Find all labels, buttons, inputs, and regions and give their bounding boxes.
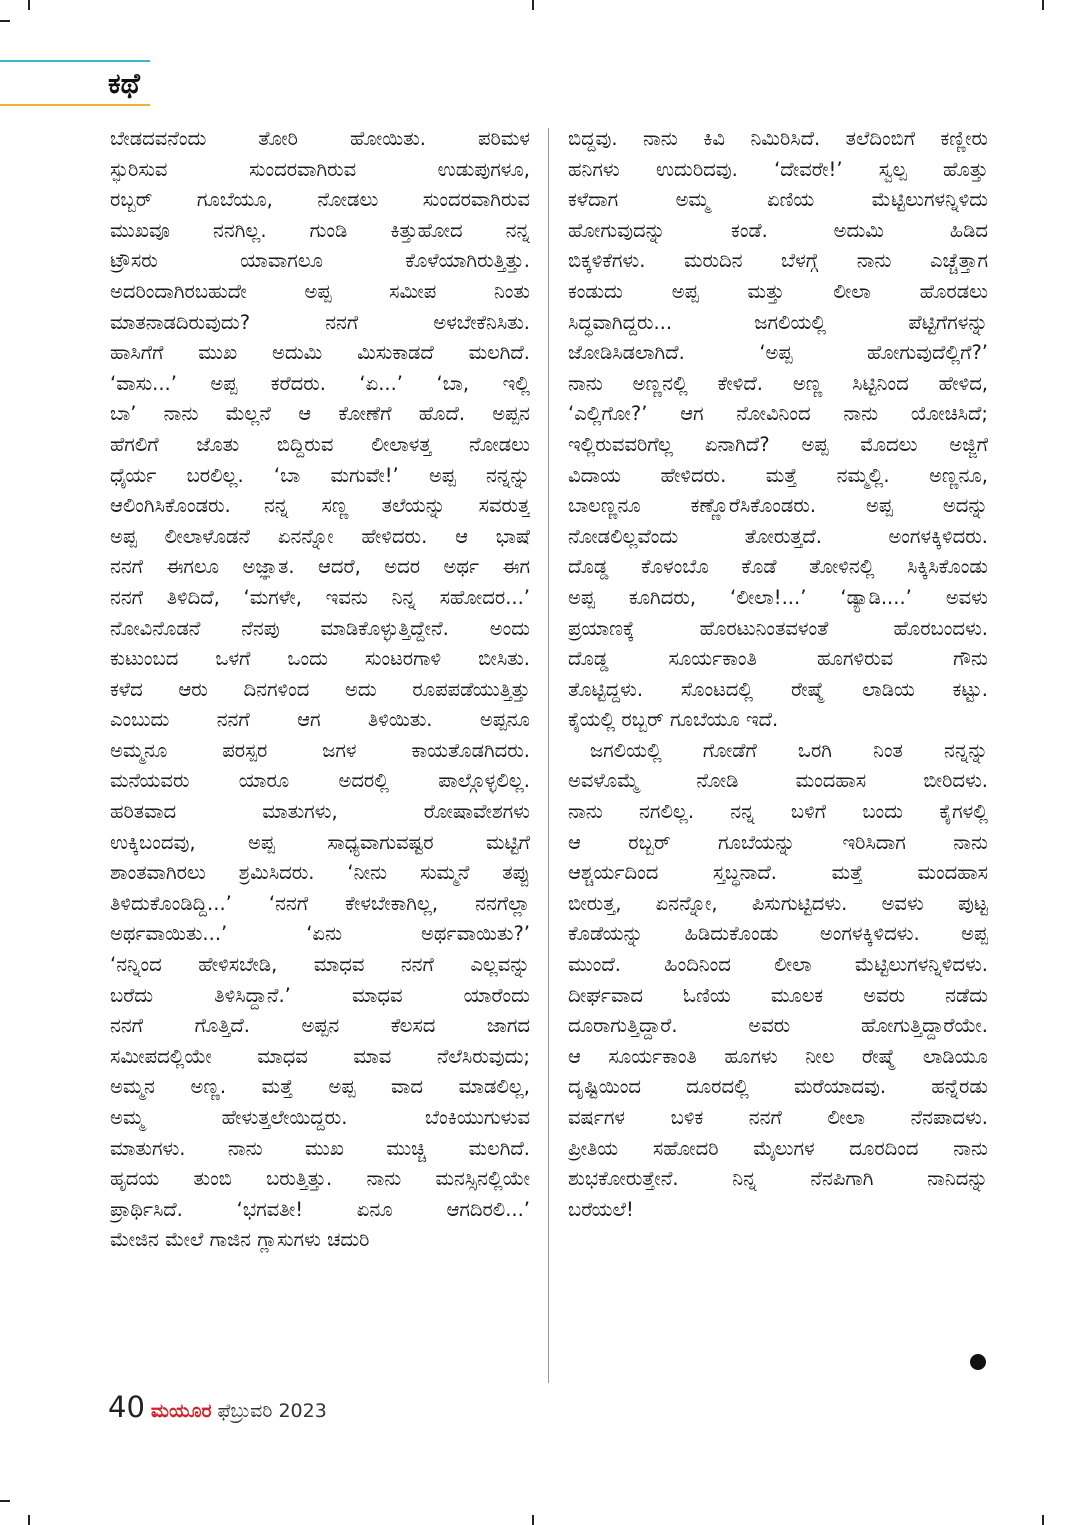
article-line: ಶಾಂತವಾಗಿರಲು ಶ್ರಮಿಸಿದರು. ‘ನೀನು ಸುಮ್ಮನೆ ತಪ್ಪು bbox=[110, 861, 530, 885]
article-line: ದೃಷ್ಟಿಯಿಂದ ದೂರದಲ್ಲಿ ಮರೆಯಾದವು. ಹನ್ನೆರಡು bbox=[568, 1075, 988, 1099]
article-line: ಜೋಡಿಸಿಡಲಾಗಿದೆ. ‘ಅಪ್ಪ ಹೋಗುವುದೆಲ್ಲಿಗೆ?’ bbox=[568, 341, 988, 365]
article-line: ನೋವಿನೊಡನೆ ನೆನಪು ಮಾಡಿಕೊಳ್ಳುತ್ತಿದ್ದೇನೆ. ಅಂದು bbox=[110, 616, 530, 640]
article-line: ಹೋಗುವುದನ್ನು ಕಂಡೆ. ಅದುಮಿ ಹಿಡಿದ bbox=[568, 218, 988, 242]
article-line: ಮನೆಯವರು ಯಾರೂ ಅದರಲ್ಲಿ ಪಾಲ್ಗೊಳ್ಳಲಿಲ್ಲ. bbox=[110, 769, 530, 793]
article-line: ಕಳೆದಾಗ ಅಮ್ಮ ಏಣಿಯ ಮೆಟ್ಟಿಲುಗಳನ್ನಿಳಿದು bbox=[568, 188, 988, 212]
article-line: ಆಲಿಂಗಿಸಿಕೊಂಡರು. ನನ್ನ ಸಣ್ಣ ತಲೆಯನ್ನು ಸವರುತ್ತ bbox=[110, 494, 530, 518]
article-line: ‘ವಾಸು...’ ಅಪ್ಪ ಕರೆದರು. ‘ಏ...’ ‘ಬಾ, ಇಲ್ಲಿ bbox=[110, 371, 530, 395]
article-line: ಮುಂದೆ. ಹಿಂದಿನಿಂದ ಲೀಲಾ ಮೆಟ್ಟಿಲುಗಳನ್ನಿಳಿದಳು. bbox=[568, 953, 988, 977]
article-line: ಮುಖವೂ ನನಗಿಲ್ಲ. ಗುಂಡಿ ಕಿತ್ತುಹೋದ ನನ್ನ bbox=[110, 218, 530, 242]
article-line: ಆ ರಬ್ಬರ್ ಗೂಬೆಯನ್ನು ಇರಿಸಿದಾಗ ನಾನು bbox=[568, 830, 988, 854]
article-line: ನನಗೆ ಈಗಲೂ ಅಜ್ಞಾತ. ಆದರೆ, ಅದರ ಅರ್ಥ ಈಗ bbox=[110, 555, 530, 579]
article-line: ಉಕ್ಕಿಬಂದವು, ಅಪ್ಪ ಸಾಧ್ಯವಾಗುವಷ್ಟರ ಮಟ್ಟಿಗೆ bbox=[110, 830, 530, 854]
article-line: ಅಮ್ಮನ ಅಣ್ಣ. ಮತ್ತೆ ಅಪ್ಪ ವಾದ ಮಾಡಲಿಲ್ಲ, bbox=[110, 1075, 530, 1099]
article-line: ನಾನು ಅಣ್ಣನಲ್ಲಿ ಕೇಳಿದೆ. ಅಣ್ಣ ಸಿಟ್ಟಿನಿಂದ ಹೇಳಿದ, bbox=[568, 371, 988, 395]
crop-mark bbox=[1042, 0, 1044, 10]
article-line: ತೊಟ್ಟಿದ್ದಳು. ಸೊಂಟದಲ್ಲಿ ರೇಷ್ಮೆ ಲಾಡಿಯ ಕಟ್ಟು. bbox=[568, 677, 988, 701]
article-line: ಅವಳೊಮ್ಮೆ ನೋಡಿ ಮಂದಹಾಸ ಬೀರಿದಳು. bbox=[568, 769, 988, 793]
article-line: ಟ್ರೌಸರು ಯಾವಾಗಲೂ ಕೊಳೆಯಾಗಿರುತ್ತಿತ್ತು. bbox=[110, 249, 530, 273]
article-line: ಅಮ್ಮ ಹೇಳುತ್ತಲೇಯಿದ್ದರು. ಬೆಂಕಿಯುಗುಳುವ bbox=[110, 1106, 530, 1129]
header-rule-top bbox=[0, 60, 150, 62]
article-line: ಇಲ್ಲಿರುವವರಿಗೆಲ್ಲ ಏನಾಗಿದೆ? ಅಪ್ಪ ಮೊದಲು ಅಜ್ಜಿಗೆ bbox=[568, 432, 988, 456]
crop-mark bbox=[1042, 1515, 1044, 1525]
article-column-left bbox=[110, 124, 530, 1256]
article-line: ಕೊಡೆಯನ್ನು ಹಿಡಿದುಕೊಂಡು ಅಂಗಳಕ್ಕಿಳಿದಳು. ಅಪ್ಪ bbox=[568, 922, 988, 946]
section-title: ಕಥೆ bbox=[108, 67, 140, 100]
crop-mark bbox=[532, 1515, 534, 1525]
article-line: ‘ಎಲ್ಲಿಗೋ?’ ಆಗ ನೋವಿನಿಂದ ನಾನು ಯೋಚಿಸಿದೆ; bbox=[568, 402, 988, 426]
article-line: ಹನಿಗಳು ಉದುರಿದವು. ‘ದೇವರೇ!’ ಸ್ವಲ್ಪ ಹೊತ್ತು bbox=[568, 157, 988, 181]
article-line: ತಿಳಿದುಕೊಂಡಿದ್ದಿ...’ ‘ನನಗೆ ಕೇಳಬೇಕಾಗಿಲ್ಲ, ನನಗೆಲ್ಲಾ bbox=[110, 891, 530, 915]
article-line: ವರ್ಷಗಳ ಬಳಿಕ ನನಗೆ ಲೀಲಾ ನೆನಪಾದಳು. bbox=[568, 1106, 988, 1129]
article-line: ಬಾ’ ನಾನು ಮೆಲ್ಲನೆ ಆ ಕೋಣೆಗೆ ಹೊದೆ. ಅಪ್ಪನ bbox=[110, 402, 530, 426]
article-line: ಧೈರ್ಯ ಬರಲಿಲ್ಲ. ‘ಬಾ ಮಗುವೇ!’ ಅಪ್ಪ ನನ್ನನ್ನು bbox=[110, 463, 530, 487]
article-line: ಕುಟುಂಬದ ಒಳಗೆ ಒಂದು ಸುಂಟರಗಾಳಿ ಬೀಸಿತು. bbox=[110, 647, 530, 671]
article-line: ಬಾಲಣ್ಣನೂ ಕಣ್ಣೊರೆಸಿಕೊಂಡರು. ಅಪ್ಪ ಅದನ್ನು bbox=[568, 494, 988, 518]
article-line: ಆಶ್ಚರ್ಯದಿಂದ ಸ್ತಬ್ಧನಾದೆ. ಮತ್ತೆ ಮಂದಹಾಸ bbox=[568, 861, 988, 885]
article-line: ಕಳೆದ ಆರು ದಿನಗಳಿಂದ ಅದು ರೂಪಪಡೆಯುತ್ತಿತ್ತು bbox=[110, 677, 530, 701]
article-line: ಜಗಲಿಯಲ್ಲಿ ಗೋಡೆಗೆ ಒರಗಿ ನಿಂತ ನನ್ನನ್ನು bbox=[590, 738, 988, 762]
crop-mark bbox=[532, 0, 534, 10]
article-line: ಹೆಗಲಿಗೆ ಜೊತು ಬಿದ್ದಿರುವ ಲೀಲಾಳತ್ತ ನೋಡಲು bbox=[110, 432, 530, 456]
end-of-story-icon bbox=[970, 1354, 986, 1370]
article-line: ಅಮ್ಮನೂ ಪರಸ್ಪರ ಜಗಳ ಕಾಯತೊಡಗಿದರು. bbox=[110, 738, 530, 762]
article-line: ಪ್ರೀತಿಯ ಸಹೋದರಿ ಮೈಲುಗಳ ದೂರದಿಂದ ನಾನು bbox=[568, 1136, 988, 1160]
article-column-right bbox=[568, 124, 988, 1225]
article-line: ಎಂಬುದು ನನಗೆ ಆಗ ತಿಳಿಯಿತು. ಅಪ್ಪನೂ bbox=[110, 708, 530, 732]
column-divider bbox=[548, 128, 549, 1383]
article-line: ಅದರಿಂದಾಗಿರಬಹುದೇ ಅಪ್ಪ ಸಮೀಪ ನಿಂತು bbox=[110, 279, 530, 303]
crop-mark bbox=[28, 0, 30, 10]
article-line: ಹೃದಯ ತುಂಬಿ ಬರುತ್ತಿತ್ತು. ನಾನು ಮನಸ್ಸಿನಲ್ಲಿಯೇ bbox=[110, 1167, 530, 1191]
issue-date: ಫೆಬ್ರುವರಿ 2023 bbox=[217, 1400, 327, 1422]
article-line: ‘ನನ್ನಿಂದ ಹೇಳಿಸಬೇಡಿ, ಮಾಧವ ನನಗೆ ಎಲ್ಲವನ್ನು bbox=[110, 953, 530, 977]
article-line: ಬರೆಯಲೆ! bbox=[568, 1197, 634, 1221]
crop-mark bbox=[0, 1500, 10, 1502]
article-line: ಅಪ್ಪ ಲೀಲಾಳೊಡನೆ ಏನನ್ನೋ ಹೇಳಿದರು. ಆ ಭಾಷೆ bbox=[110, 524, 530, 548]
article-line: ಮಾತನಾಡದಿರುವುದು? ನನಗೆ ಅಳಬೇಕೆನಿಸಿತು. bbox=[110, 310, 530, 334]
article-line: ಶುಭಕೋರುತ್ತೇನೆ. ನಿನ್ನ ನೆನಪಿಗಾಗಿ ನಾನಿದನ್ನು bbox=[568, 1167, 988, 1191]
article-line: ಆ ಸೂರ್ಯಕಾಂತಿ ಹೂಗಳು ನೀಲ ರೇಷ್ಮೆ ಲಾಡಿಯೂ bbox=[568, 1044, 988, 1068]
article-line: ನಾನು ನಗಲಿಲ್ಲ. ನನ್ನ ಬಳಿಗೆ ಬಂದು ಕೈಗಳಲ್ಲಿ bbox=[568, 800, 988, 824]
article-line: ಸಮೀಪದಲ್ಲಿಯೇ ಮಾಧವ ಮಾವ ನೆಲೆಸಿರುವುದು; bbox=[110, 1044, 530, 1068]
article-line: ಪ್ರಾರ್ಥಿಸಿದೆ. ‘ಭಗವತೀ! ಏನೂ ಆಗದಿರಲಿ...’ bbox=[110, 1197, 530, 1221]
article-line: ಸ್ಫುರಿಸುವ ಸುಂದರವಾಗಿರುವ ಉಡುಪುಗಳೂ, bbox=[110, 157, 530, 181]
article-line: ಹಾಸಿಗೆಗೆ ಮುಖ ಅದುಮಿ ಮಿಸುಕಾಡದೆ ಮಲಗಿದೆ. bbox=[110, 341, 530, 365]
article-line: ದೊಡ್ಡ ಕೊಳಂಬೊ ಕೊಡೆ ತೋಳಿನಲ್ಲಿ ಸಿಕ್ಕಿಸಿಕೊಂಡು bbox=[568, 555, 988, 579]
article-line: ವಿದಾಯ ಹೇಳಿದರು. ಮತ್ತೆ ನಮ್ಮಲ್ಲಿ. ಅಣ್ಣನೂ, bbox=[568, 463, 988, 487]
article-line: ಕಂಡುದು ಅಪ್ಪ ಮತ್ತು ಲೀಲಾ ಹೊರಡಲು bbox=[568, 279, 988, 303]
article-line: ಬಿಕ್ಕಳಿಕೆಗಳು. ಮರುದಿನ ಬೆಳಗ್ಗೆ ನಾನು ಎಚ್ಚೆತ್ತಾಗ bbox=[568, 249, 988, 273]
page-footer bbox=[108, 1390, 327, 1430]
article-line: ರಬ್ಬರ್ ಗೂಬೆಯೂ, ನೋಡಲು ಸುಂದರವಾಗಿರುವ bbox=[110, 188, 530, 212]
article-line: ಮಾತುಗಳು. ನಾನು ಮುಖ ಮುಚ್ಚಿ ಮಲಗಿದೆ. bbox=[110, 1136, 530, 1160]
article-line: ದೂರಾಗುತ್ತಿದ್ದಾರೆ. ಅವರು ಹೋಗುತ್ತಿದ್ದಾರೆಯೇ. bbox=[568, 1014, 988, 1038]
article-line: ದೀರ್ಘವಾದ ಓಣಿಯ ಮೂಲಕ ಅವರು ನಡೆದು bbox=[568, 983, 988, 1007]
article-line: ಅರ್ಥವಾಯಿತು...’ ‘ಏನು ಅರ್ಥವಾಯಿತು?’ bbox=[110, 922, 530, 946]
magazine-name: ಮಯೂರ bbox=[150, 1400, 212, 1422]
article-line: ಅಪ್ಪ ಕೂಗಿದರು, ‘ಲೀಲಾ!...’ ‘ಡ್ಯಾಡಿ....’ ಅವಳು bbox=[568, 585, 988, 609]
crop-mark bbox=[28, 1515, 30, 1525]
article-line: ಬರೆದು ತಿಳಿಸಿದ್ದಾನೆ.’ ಮಾಧವ ಯಾರೆಂದು bbox=[110, 983, 530, 1007]
article-line: ಬಿದ್ದವು. ನಾನು ಕಿವಿ ನಿಮಿರಿಸಿದೆ. ತಲೆದಿಂಬಿಗೆ ಕಣ್ಣೀರು bbox=[568, 127, 988, 150]
article-line: ಪ್ರಯಾಣಕ್ಕೆ ಹೊರಟುನಿಂತವಳಂತೆ ಹೊರಬಂದಳು. bbox=[568, 616, 988, 640]
article-line: ಬೇಡದವನೆಂದು ತೋರಿ ಹೋಯಿತು. ಪರಿಮಳ bbox=[110, 127, 530, 150]
header-rule-bottom bbox=[0, 104, 150, 106]
crop-mark bbox=[0, 20, 10, 22]
article-line: ದೊಡ್ಡ ಸೂರ್ಯಕಾಂತಿ ಹೂಗಳಿರುವ ಗೌನು bbox=[568, 647, 988, 671]
article-line: ಸಿದ್ಧವಾಗಿದ್ದರು... ಜಗಲಿಯಲ್ಲಿ ಪೆಟ್ಟಿಗೆಗಳನ್ನು bbox=[568, 310, 988, 334]
page-number: 40 bbox=[108, 1390, 145, 1424]
article-line: ಮೇಜಿನ ಮೇಲೆ ಗಾಜಿನ ಗ್ಲಾಸುಗಳು ಚದುರಿ bbox=[110, 1228, 370, 1252]
article-line: ಹರಿತವಾದ ಮಾತುಗಳು, ರೋಷಾವೇಶಗಳು bbox=[110, 800, 530, 824]
article-line: ಬೀರುತ್ತ, ಏನನ್ನೋ, ಪಿಸುಗುಟ್ಟಿದಳು. ಅವಳು ಪುಟ್ಟ bbox=[568, 891, 988, 915]
article-line: ನನಗೆ ಗೊತ್ತಿದೆ. ಅಪ್ಪನ ಕೆಲಸದ ಜಾಗದ bbox=[110, 1014, 530, 1038]
article-line: ಕೈಯಲ್ಲಿ ರಬ್ಬರ್ ಗೂಬೆಯೂ ಇದೆ. bbox=[568, 708, 779, 732]
article-line: ನನಗೆ ತಿಳಿದಿದೆ, ‘ಮಗಳೇ, ಇವನು ನಿನ್ನ ಸಹೋದರ...’ bbox=[110, 585, 530, 609]
article-line: ನೋಡಲಿಲ್ಲವೆಂದು ತೋರುತ್ತದೆ. ಅಂಗಳಕ್ಕಿಳಿದರು. bbox=[568, 524, 988, 548]
